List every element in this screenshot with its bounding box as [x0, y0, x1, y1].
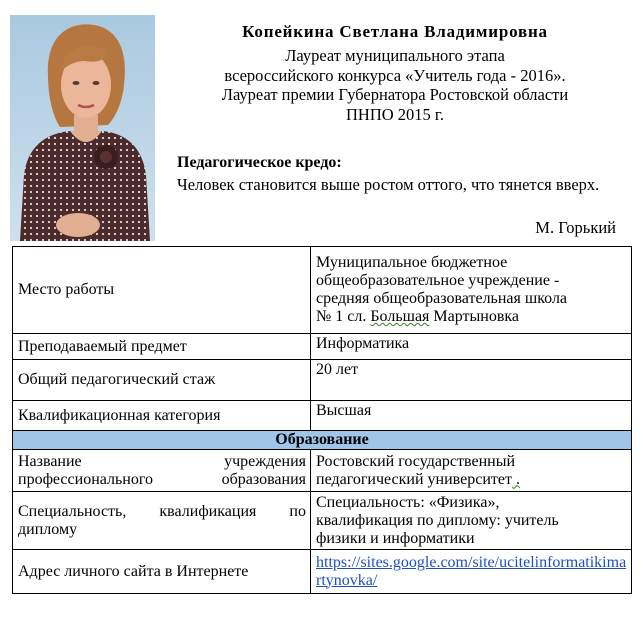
laureate-line: ПНПО 2015 г. [346, 104, 444, 124]
education-header: Образование [13, 431, 632, 450]
laureate-line: Лауреат муниципального этапа [285, 46, 505, 65]
table-row [13, 334, 632, 360]
table-row [13, 360, 632, 401]
laureate-line: Лауреат премии Губернатора Ростовской области [221, 85, 569, 104]
institution-label: Название учреждения профессионального образования [13, 450, 311, 492]
portrait-illustration [10, 15, 155, 241]
website-label: Адрес личного сайта в Интернете [13, 550, 311, 594]
workplace-label: Место работы [13, 247, 311, 334]
institution-line: Ростовский государственный [316, 452, 516, 470]
workplace-line: общеобразовательное учреждение - [316, 272, 560, 289]
table-row [13, 450, 632, 492]
person-name: Копейкина Светлана Владимировна [242, 22, 548, 41]
specialty-line: физики и информатики [316, 529, 475, 547]
portrait-photo [10, 15, 155, 241]
spellcheck-word: Большая [370, 308, 430, 325]
subject-label: Преподаваемый предмет [13, 334, 311, 360]
workplace-line: Муниципальное бюджетное [316, 254, 508, 271]
workplace-line [316, 308, 627, 326]
credo-text: Человек становится выше ростом оттого, что тянется вверх. [177, 175, 600, 194]
workplace-line: средняя общеобразовательная школа [316, 290, 568, 307]
table-row [13, 401, 632, 431]
workplace-value [311, 247, 632, 334]
category-label: Квалификационная категория [13, 401, 311, 431]
institution-value [311, 450, 632, 492]
workplace-text: № 1 сл. [316, 308, 371, 325]
specialty-label: Специальность, квалификация по диплому [13, 492, 311, 550]
website-cell [311, 550, 632, 594]
info-table [12, 246, 632, 594]
specialty-value [311, 492, 632, 550]
specialty-line: Специальность: «Физика», [316, 493, 500, 511]
spellcheck-mark: . [511, 470, 520, 488]
table-row [13, 431, 632, 450]
table-row [13, 492, 632, 550]
institution-line [316, 471, 627, 489]
table-row [13, 247, 632, 334]
experience-value: 20 лет [311, 360, 632, 401]
institution-text: педагогический университет [316, 470, 512, 488]
workplace-text: Мартыновка [429, 308, 520, 325]
category-value: Высшая [311, 401, 632, 431]
subject-value: Информатика [311, 334, 632, 360]
website-link[interactable]: https://sites.google.com/site/ucitelinformatikimartynovka/ [316, 553, 627, 589]
table-row [13, 550, 632, 594]
laureate-block [160, 46, 630, 124]
specialty-line: квалификация по диплому: учитель [316, 511, 559, 529]
experience-label: Общий педагогический стаж [13, 360, 311, 401]
credo-author: М. Горький [535, 218, 616, 237]
laureate-line: всероссийского конкурса «Учитель года - 2016». [224, 65, 566, 85]
credo-title: Педагогическое кредо: [177, 154, 342, 171]
